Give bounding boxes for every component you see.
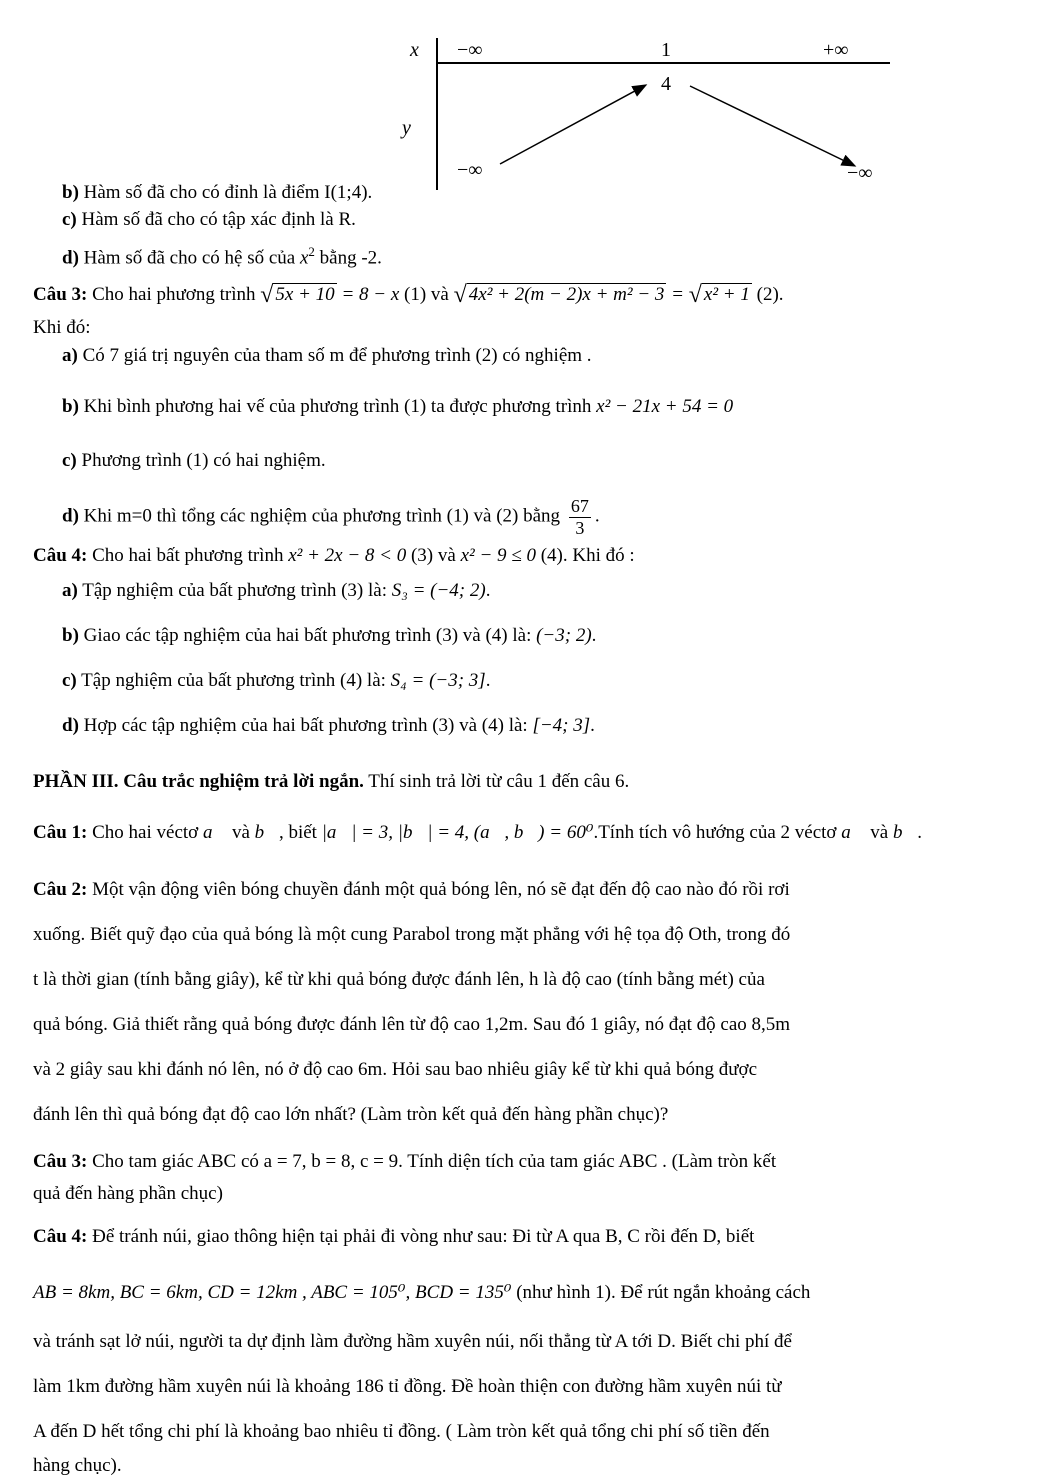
q3-option-c: c) Phương trình (1) có hai nghiệm. xyxy=(62,450,326,471)
decreasing-arrow xyxy=(690,86,855,166)
part3-heading: PHẦN III. Câu trắc nghiệm trả lời ngắn. Thí sinh trả lời từ câu 1 đến câu 6. xyxy=(33,771,630,792)
p3-q2-line5: và 2 giây sau khi đánh nó lên, nó ở độ cao 6m. Hỏi sau bao nhiêu giây kể từ khi quả bóng được xyxy=(33,1059,758,1080)
q3-option-d: d) Khi m=0 thì tổng các nghiệm của phương trình (1) và (2) bằng $\frac{67}{3}$ . xyxy=(62,496,600,538)
p3-q4-line6: hàng chục). xyxy=(33,1455,122,1476)
y-label: y xyxy=(402,117,411,139)
x-value-left: −∞ xyxy=(457,39,483,61)
p3-q2-line6: đánh lên thì quả bóng đạt độ cao lớn nhất? (Làm tròn kết quả đến hàng phần chục)? xyxy=(33,1104,669,1125)
y-value-right: −∞ xyxy=(847,162,873,184)
p3-q1: Câu 1: Cho hai véctơ a⃗ và b⃗, biết |a⃗| = 3, |b⃗| = 4, (a⃗, b⃗) = 60⁰.Tính tích vô hướng của 2 véctơ a⃗ và b⃗. xyxy=(33,822,922,843)
q2-option-c: c) Hàm số đã cho có tập xác định là R. xyxy=(62,209,356,230)
x-value-right: +∞ xyxy=(823,39,849,61)
increasing-arrow xyxy=(500,85,646,164)
p3-q2-line1: Câu 2: Một vận động viên bóng chuyền đánh một quả bóng lên, nó sẽ đạt đến độ cao nào đó rồi rơi xyxy=(33,879,790,900)
y-value-left: −∞ xyxy=(457,159,483,181)
variation-table xyxy=(0,0,1041,203)
p3-q4-line1: Câu 4: Để tránh núi, giao thông hiện tại phải đi vòng như sau: Đi từ A qua B, C rồi đến D, biết xyxy=(33,1226,755,1247)
q3-stem: Câu 3: Cho hai phương trình √ 5x + 10 = 8 − x (1) và √ 4x² + 2(m − 2)x + m² − 3 = √ x² + 1 (2). xyxy=(33,282,784,308)
x-label: x xyxy=(410,39,419,61)
p3-q2-line2: xuống. Biết quỹ đạo của quả bóng là một cung Parabol trong mặt phẳng với hệ tọa độ Oth, trong đó xyxy=(33,924,791,945)
q3-option-b: b) Khi bình phương hai vế của phương trình (1) ta được phương trình x² − 21x + 54 = 0 xyxy=(62,396,734,417)
q4-stem: Câu 4: Cho hai bất phương trình x² + 2x − 8 < 0 (3) và x² − 9 ≤ 0 (4). Khi đó : xyxy=(33,545,635,566)
q4-option-d: d) Hợp các tập nghiệm của hai bất phương trình (3) và (4) là: [−4; 3]. xyxy=(62,715,595,736)
p3-q2-line4: quả bóng. Giả thiết rằng quả bóng được đánh lên từ độ cao 1,2m. Sau đó 1 giây, nó đạt độ cao 8,5m xyxy=(33,1014,791,1035)
q2-option-d: d) Hàm số đã cho có hệ số của $x^2$ bằng -2. xyxy=(62,244,382,269)
p3-q3-line2: quả đến hàng phần chục) xyxy=(33,1183,223,1204)
q4-option-b: b) Giao các tập nghiệm của hai bất phương trình (3) và (4) là: (−3; 2). xyxy=(62,625,597,646)
x-value-middle: 1 xyxy=(661,39,671,61)
p3-q4-line5: A đến D hết tổng chi phí là khoảng bao nhiêu tỉ đồng. ( Làm tròn kết quả tổng chi phí số tiền đến xyxy=(33,1421,770,1442)
q3-khi-do: Khi đó: xyxy=(33,317,91,338)
p3-q3-line1: Câu 3: Cho tam giác ABC có a = 7, b = 8, c = 9. Tính diện tích của tam giác ABC . (Làm tròn kết xyxy=(33,1151,777,1172)
q4-option-a: a) Tập nghiệm của bất phương trình (3) là: S₃ = (−4; 2). xyxy=(62,580,491,601)
q2-option-b: b) Hàm số đã cho có đỉnh là điểm I(1;4). xyxy=(62,182,373,203)
y-value-middle: 4 xyxy=(661,73,671,95)
p3-q4-line2: AB = 8km, BC = 6km, CD = 12km , ABC = 105⁰, BCD = 135⁰ (như hình 1). Để rút ngắn khoảng cách xyxy=(33,1282,811,1303)
p3-q2-line3: t là thời gian (tính bằng giây), kể từ khi quả bóng được đánh lên, h là độ cao (tính bằng mét) của xyxy=(33,969,765,990)
p3-q4-line4: làm 1km đường hầm xuyên núi là khoảng 186 tỉ đồng. Đề hoàn thiện con đường hầm xuyên núi từ xyxy=(33,1376,782,1397)
q4-option-c: c) Tập nghiệm của bất phương trình (4) là: S₄ = (−3; 3]. xyxy=(62,670,491,691)
p3-q4-line3: và tránh sạt lở núi, người ta dự định làm đường hầm xuyên núi, nối thẳng từ A tới D. Biết chi phí để xyxy=(33,1331,792,1352)
q3-option-a: a) Có 7 giá trị nguyên của tham số m để phương trình (2) có nghiệm . xyxy=(62,345,592,366)
